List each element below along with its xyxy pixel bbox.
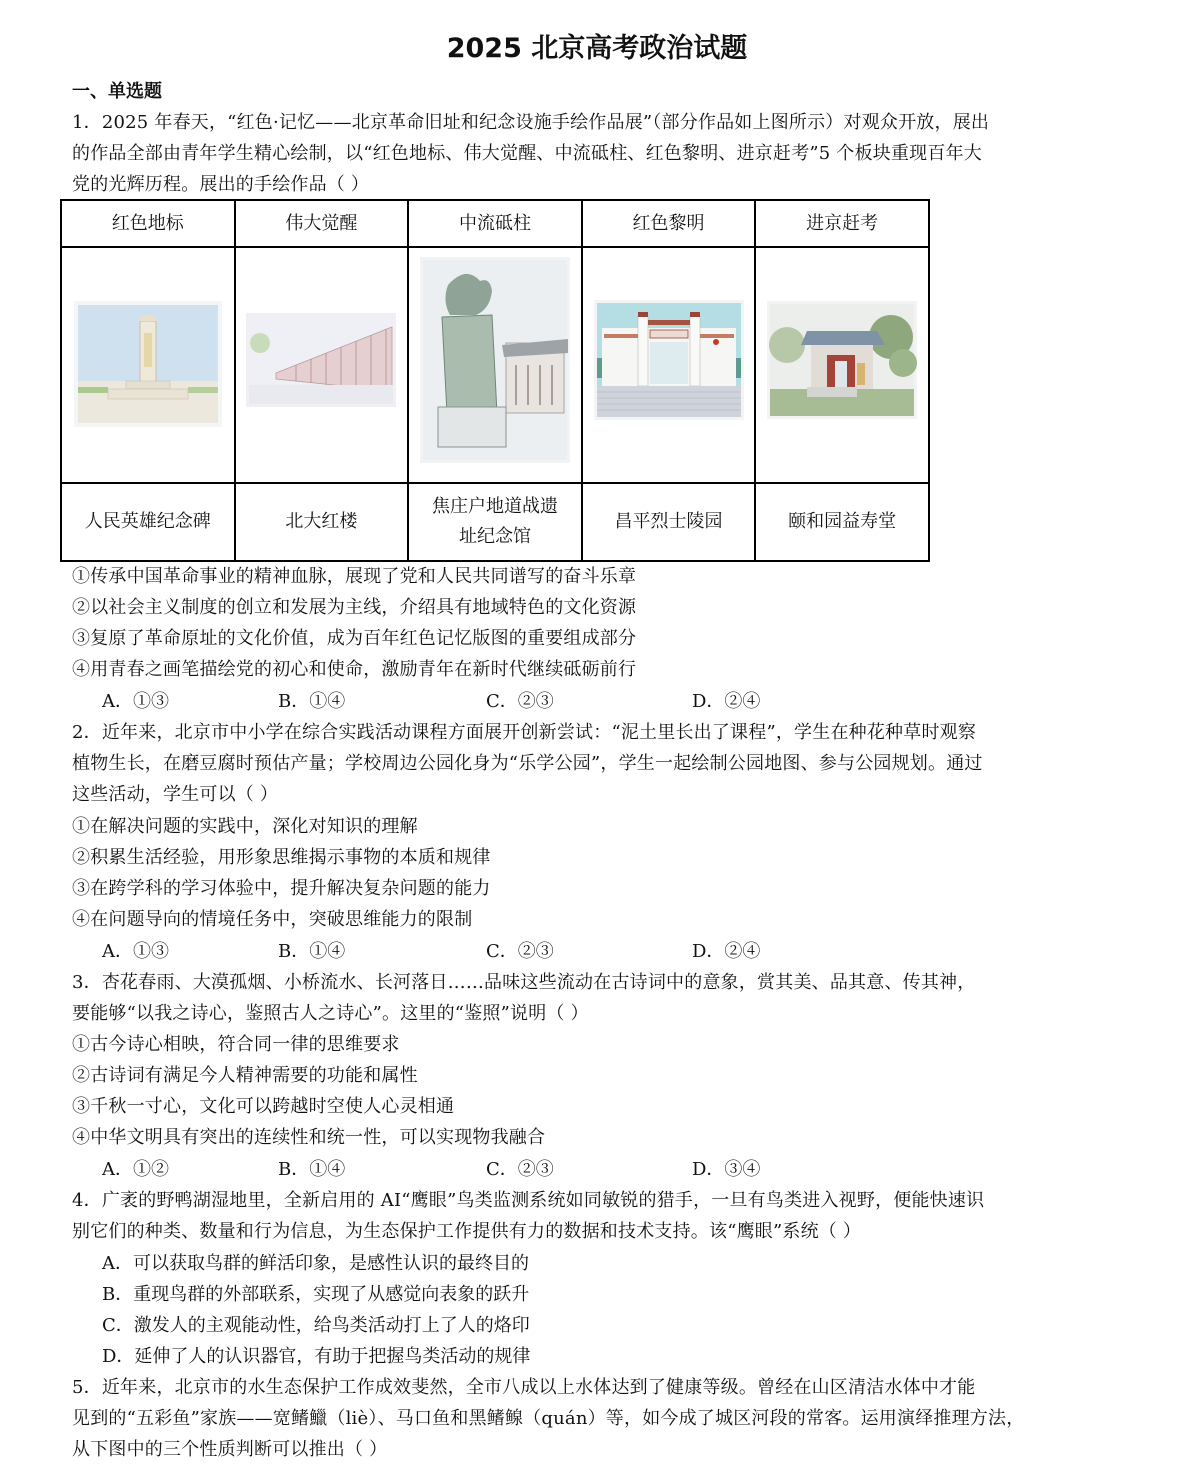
option-c[interactable]: C．激发人的主观能动性，给鸟类活动打上了人的烙印 [102,1315,530,1336]
site-name-cell: 人民英雄纪念碑 [61,483,235,561]
statement: ④在问题导向的情境任务中，突破思维能力的限制 [72,909,473,930]
statement: ②古诗词有满足今人精神需要的功能和属性 [72,1065,418,1086]
site-name-line: 焦庄户地道战遗 [431,496,558,517]
statement: ②积累生活经验，用形象思维揭示事物的本质和规律 [72,847,491,868]
image-cell [61,247,235,483]
question-stem-line: 的作品全部由青年学生精心绘制，以“红色地标、伟大觉醒、中流砥柱、红色黎明、进京赶考”5 个板块重现百年大 [72,143,982,164]
image-cell [408,247,582,483]
site-name-cell [408,483,582,561]
option-a[interactable]: A．①③ [102,691,169,712]
monument-painting [74,301,222,427]
answer-options [102,1154,760,1185]
site-name-line: 址纪念馆 [458,526,531,547]
statement: ②以社会主义制度的创立和发展为主线，介绍具有地域特色的文化资源 [72,597,637,618]
question-stem-line: 见到的“五彩鱼”家族——宽鳍鱲（liè）、马口鱼和黑鳍鳈（quán）等，如今成了城区河段的常客。运用演绎推理方法， [72,1408,1025,1429]
option-a[interactable]: A．①② [102,1159,169,1180]
answer-options [102,686,760,717]
question-stem-line: 5．近年来，北京市的水生态保护工作成效斐然，全市八成以上水体达到了健康等级。曾经在山区清洁水体中才能 [72,1377,976,1398]
option-d[interactable]: D．延伸了人的认识器官，有助于把握鸟类活动的规律 [102,1346,531,1367]
answer-options [102,936,760,967]
option-c[interactable]: C．②③ [486,1159,554,1180]
table-header-cell: 红色地标 [61,200,235,247]
option-a[interactable]: A．可以获取鸟群的鲜活印象，是感性认识的最终目的 [102,1253,529,1274]
statement: ③千秋一寸心，文化可以跨越时空使人心灵相通 [72,1096,455,1117]
question-stem-line: 3．杏花春雨、大漠孤烟、小桥流水、长河落日……品味这些流动在古诗词中的意象，赏其美、品其意、传其神， [72,972,976,993]
option-b[interactable]: B．①④ [278,1159,346,1180]
cemetery-gate-painting [594,300,744,420]
question-stem-line: 党的光辉历程。展出的手绘作品（ ） [72,174,370,195]
section-heading: 一、单选题 [72,81,162,102]
question-stem-line: 4．广袤的野鸭湖湿地里，全新启用的 AI“鹰眼”鸟类监测系统如同敏锐的猎手，一旦有鸟类进入视野，便能快速识 [72,1190,985,1211]
option-d[interactable]: D．③④ [692,1159,761,1180]
option-b[interactable]: B．①④ [278,941,346,962]
statement: ③复原了革命原址的文化价值，成为百年红色记忆版图的重要组成部分 [72,628,637,649]
statement: ④中华文明具有突出的连续性和统一性，可以实现物我融合 [72,1127,546,1148]
image-cell [582,247,756,483]
statement: ④用青春之画笔描绘党的初心和使命，激励青年在新时代继续砥砺前行 [72,659,637,680]
question-stem-line: 这些活动，学生可以（ ） [72,784,279,805]
option-d[interactable]: D．②④ [692,691,761,712]
site-name-cell: 颐和园益寿堂 [755,483,929,561]
table-header-cell: 伟大觉醒 [235,200,409,247]
question-stem-line: 从下图中的三个性质判断可以推出（ ） [72,1439,388,1460]
table-header-cell: 进京赶考 [755,200,929,247]
question-stem-line: 要能够“以我之诗心，鉴照古人之诗心”。这里的“鉴照”说明（ ） [72,1003,589,1024]
option-c[interactable]: C．②③ [486,941,554,962]
question-stem-line: 2．近年来，北京市中小学在综合实践活动课程方面展开创新尝试：“泥土里长出了课程”，学生在种花种草时观察 [72,722,977,743]
artwork-table [60,199,930,562]
question-stem-line: 1．2025 年春天，“红色·记忆——北京革命旧址和纪念设施手绘作品展”（部分作品如上图所示）对观众开放，展出 [72,112,990,133]
garden-hall-painting [767,301,917,419]
option-b[interactable]: B．重现鸟群的外部联系，实现了从感觉向表象的跃升 [102,1284,530,1305]
option-d[interactable]: D．②④ [692,941,761,962]
question-stem-line: 植物生长，在磨豆腐时预估产量；学校周边公园化身为“乐学公园”，学生一起绘制公园地图、参与公园规划。通过 [72,753,983,774]
table-header-cell: 红色黎明 [582,200,756,247]
question-stem-line: 别它们的种类、数量和行为信息，为生态保护工作提供有力的数据和技术支持。该“鹰眼”系统（ ） [72,1221,862,1242]
statement: ①传承中国革命事业的精神血脉，展现了党和人民共同谱写的奋斗乐章 [72,566,637,587]
document-title: 2025 北京高考政治试题 [446,33,748,64]
table-header-cell: 中流砥柱 [408,200,582,247]
site-name-cell: 昌平烈士陵园 [582,483,756,561]
site-name-cell: 北大红楼 [235,483,409,561]
option-a[interactable]: A．①③ [102,941,169,962]
option-b[interactable]: B．①④ [278,691,346,712]
image-cell [235,247,409,483]
statement: ①在解决问题的实践中，深化对知识的理解 [72,816,418,837]
statement: ①古今诗心相映，符合同一律的思维要求 [72,1034,400,1055]
memorial-statue-painting [420,257,570,463]
option-c[interactable]: C．②③ [486,691,554,712]
red-building-painting [246,313,396,407]
image-cell [755,247,929,483]
statement: ③在跨学科的学习体验中，提升解决复杂问题的能力 [72,878,491,899]
